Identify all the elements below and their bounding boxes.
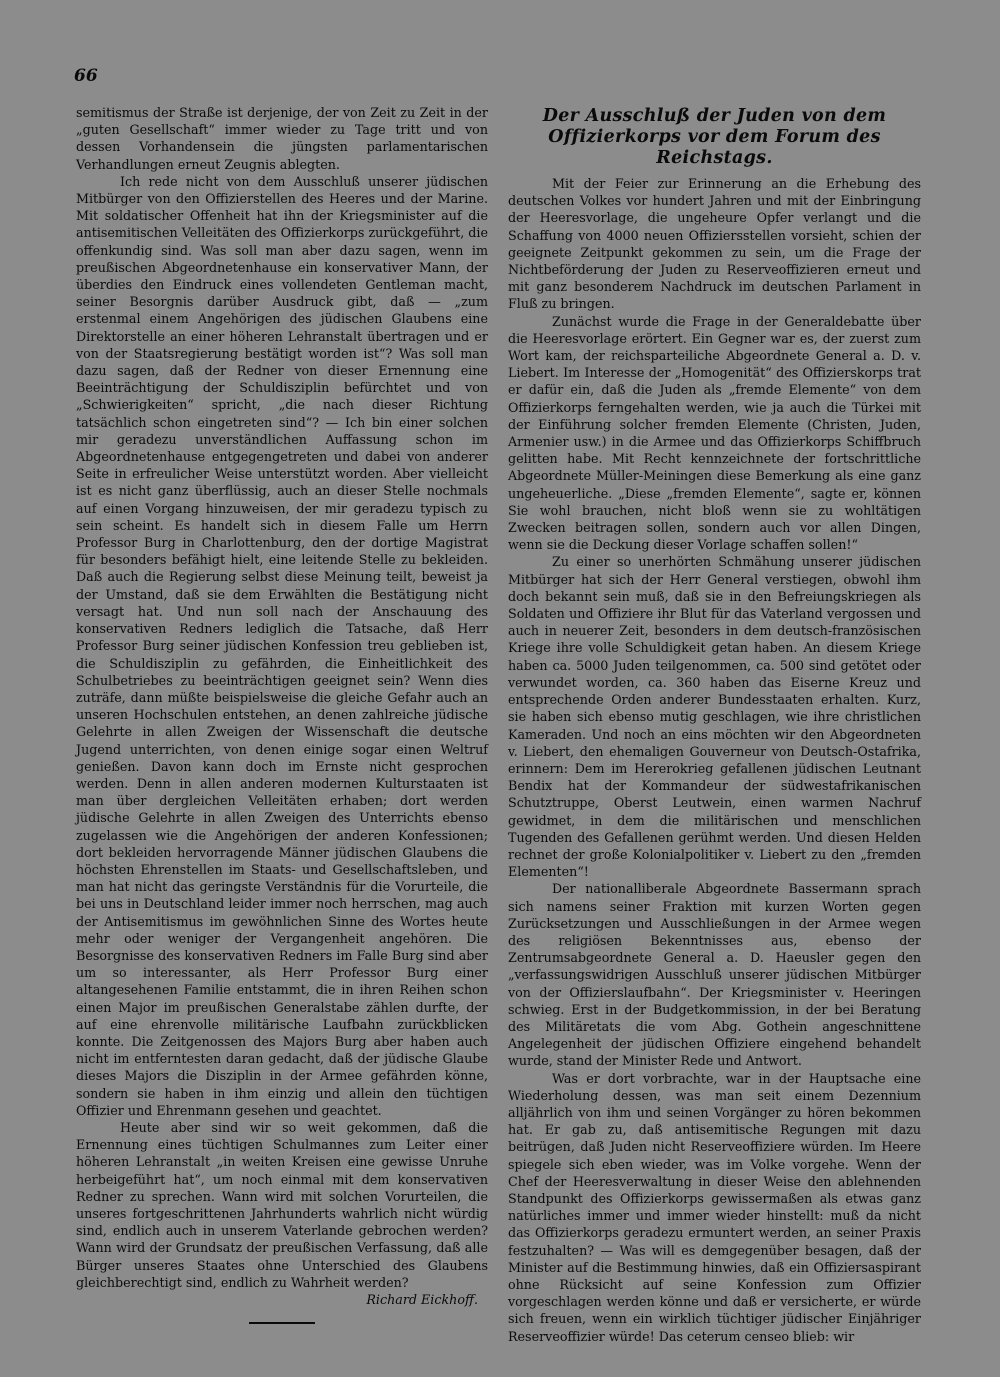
right-paragraph-4: Der nationalliberale Abgeordnete Bassermann sprach sich namens seiner Fraktion mit kurzen Worten gegen Zurücksetzungen und Ausschließungen in der Armee wegen des religiösen Bekenntnisses aus, ebenso der Zentrumsabgeordnete General a. D. Haeusler gegen den „verfassungswidrigen Ausschluß unserer jüdischen Mitbürger von der Offizierslaufbahn“. Der Kriegsminister v. Heeringen schwieg. Erst in der Budgetkommission, in der bei Beratung des Militäretats die vom Abg. Gothein angeschnittene Angelegenheit der jüdischen Offiziere eingehend behandelt wurde, stand der Minister Rede und Antwort. (508, 881, 921, 1069)
left-column (76, 104, 488, 1324)
left-paragraph-2: Ich rede nicht von dem Ausschluß unserer jüdischen Mitbürger von den Offizierstellen des Heeres und der Marine. Mit soldatischer Offenheit hat ihn der Kriegsminister auf die antisemitischen Velleitäten des Offizierkorps zurückgeführt, die offenkundig sind. Was soll man aber dazu sagen, wenn im preußischen Abgeordnetenhause ein konservativer Mann, der überdies den Eindruck eines vollendeten Gentleman macht, seiner Besorgnis darüber Ausdruck gibt, daß — „zum erstenmal einem Angehörigen des jüdischen Glaubens eine Direktorstelle an einer höheren Lehranstalt übertragen und er von der Staatsregierung bestätigt worden ist“? Was soll man dazu sagen, daß der Redner von dieser Ernennung eine Beeinträchtigung der Schuldisziplin befürchtet und von „Schwierigkeiten“ spricht, „die nach dieser Richtung tatsächlich schon eingetreten sind“? — Ich bin einer solchen mir geradezu unverständlichen Auffassung schon im Abgeordnetenhause entgegengetreten und dabei von anderer Seite in erfreulicher Weise unterstützt worden. Aber vielleicht ist es nicht ganz überflüssig, auch an dieser Stelle nochmals auf einen Vorgang hinzuweisen, der mir geradezu typisch zu sein scheint. Es handelt sich in diesem Falle um Herrn Professor Burg in Charlottenburg, den der dortige Magistrat für besonders befähigt hielt, eine leitende Stelle zu bekleiden. Daß auch die Regierung selbst diese Meinung teilt, beweist ja der Umstand, daß sie dem Erwählten die Bestätigung nicht versagt hat. Und nun soll nach der Anschauung des konservativen Redners lediglich die Tatsache, daß Herr Professor Burg seiner jüdischen Konfession treu geblieben ist, die Schuldisziplin zu gefährden, die Einheitlichkeit des Schulbetriebes zu beeinträchtigen geeignet sein? Wenn dies zuträfe, dann müßte beispielsweise die gleiche Gefahr auch an unseren Hochschulen entstehen, an denen zahlreiche jüdische Gelehrte in allen Zweigen der Wissenschaft die deutsche Jugend unterrichten, von denen einige sogar einen Weltruf genießen. Davon kann doch im Ernste nicht gesprochen werden. Denn in allen anderen modernen Kulturstaaten ist man über dergleichen Velleitäten erhaben; dort werden jüdische Gelehrte in allen Zweigen des Unterrichts ebenso zugelassen wie die Angehörigen der anderen Konfessionen; dort bekleiden hervorragende Männer jüdischen Glaubens die höchsten Ehrenstellen im Staats- und Gesellschaftsleben, und man hat nicht das geringste Verständnis für die Vorurteile, die bei uns in Deutschland leider immer noch herrschen, mag auch der Antisemitismus im gewöhnlichen Sinne des Wortes heute mehr oder weniger der Vergangenheit angehören. Die Besorgnisse des konservativen Redners im Falle Burg sind aber um so interessanter, als Herr Professor Burg einer altangesehenen Familie entstammt, die in ihren Reihen schon einen Major im preußischen Generalstabe zählen durfte, der auf eine ehrenvolle militärische Laufbahn zurückblicken konnte. Die Zeitgenossen des Majors Burg aber haben auch nicht im entferntesten daran gedacht, daß der jüdische Glaube dieses Majors die Disziplin in der Armee gefährden könne, sondern sie haben in ihm einzig und allein den tüchtigen Offizier und Ehrenmann gesehen und geachtet. (76, 173, 488, 1118)
right-paragraph-2: Zunächst wurde die Frage in der Generaldebatte über die Heeresvorlage erörtert. Ein Gegner war es, der zuerst zum Wort kam, der reichsparteiliche Abgeordnete General a. D. v. Liebert. Im Interesse der „Homogenität“ des Offizierskorps trat er dafür ein, daß die Juden als „fremde Elemente“ von dem Offizierkorps ferngehalten werden, wie ja auch die Türkei mit der Einführung solcher fremden Elemente (Christen, Juden, Armenier usw.) in die Armee und das Offizierkorps Schiffbruch gelitten habe. Mit Recht kennzeichnete der fortschrittliche Abgeordnete Müller-Meiningen diese Bemerkung als eine ganz ungeheuerliche. „Diese „fremden Elemente“, sagte er, können Sie wohl brauchen, nicht bloß wenn sie zu wohltätigen Zwecken beitragen sollen, sondern auch vor allen Dingen, wenn sie die Deckung dieser Vorlage schaffen sollen!“ (508, 313, 921, 553)
right-column (508, 106, 921, 1345)
right-paragraph-1: Mit der Feier zur Erinnerung an die Erhebung des deutschen Volkes vor hundert Jahren und mit der Einbringung der Heeresvorlage, die ungeheure Opfer verlangt und die Schaffung von 4000 neuen Offiziersstellen vorsieht, schien der geeignete Zeitpunkt gekommen zu sein, um die Frage der Nichtbeförderung der Juden zu Reserveoffizieren erneut und mit ganz besonderem Nachdruck im deutschen Parlament in Fluß zu bringen. (508, 176, 921, 312)
article-title: Der Ausschluß der Juden von dem Offizierkorps vor dem Forum des Reichstags. (542, 106, 887, 168)
end-rule (249, 1322, 315, 1324)
left-paragraph-3: Heute aber sind wir so weit gekommen, daß die Ernennung eines tüchtigen Schulmannes zum Leiter einer höheren Lehranstalt „in weiten Kreisen eine gewisse Unruhe herbeigeführt hat“, um noch einmal mit dem konservativen Redner zu sprechen. Wann wird mit solchen Vorurteilen, die unseres fortgeschrittenen Jahrhunderts wahrlich nicht würdig sind, endlich auch in unserem Vaterlande gebrochen werden? Wann wird der Grundsatz der preußischen Verfassung, daß alle Bürger unseres Staates ohne Unterschied des Glaubens gleichberechtigt sind, endlich zu Wahrheit werden? (76, 1119, 488, 1290)
right-paragraph-5: Was er dort vorbrachte, war in der Hauptsache eine Wiederholung dessen, was man seit einem Dezennium alljährlich von ihm und seinen Vorgänger zu hören bekommen hat. Er gab zu, daß antisemitische Regungen mit dazu beitrügen, daß Juden nicht Reserveoffiziere würden. Im Heere spiegele sich eben wieder, was im Volke vorgehe. Wenn der Chef der Heeresverwaltung in dieser Weise den ablehnenden Standpunkt des Offizierkorps gewissermaßen als etwas ganz natürliches immer und immer wieder hinstellt: muß da nicht das Offizierkorps geradezu ermuntert werden, an seiner Praxis festzuhalten? — Was will es demgegenüber besagen, daß der Minister auf die Bestimmung hinwies, daß ein Offiziersaspirant ohne Rücksicht auf seine Konfession zum Offizier vorgeschlagen werden könne und daß er versicherte, er würde sich freuen, wenn ein wirklich tüchtiger jüdischer Einjähriger Reserveoffizier würde! Das ceterum censeo blieb: wir (508, 1070, 921, 1344)
page-number: 66 (74, 66, 98, 86)
left-paragraph-1: semitismus der Straße ist derjenige, der von Zeit zu Zeit in der „guten Gesellschaft“ immer wieder zu Tage tritt und von dessen Vorhandensein die jüngsten parlamentarischen Verhandlungen erneut Zeugnis ablegten. (76, 105, 488, 172)
right-paragraph-3: Zu einer so unerhörten Schmähung unserer jüdischen Mitbürger hat sich der Herr General verstiegen, obwohl ihm doch bekannt sein muß, daß sie in den Befreiungskriegen als Soldaten und Offiziere ihr Blut für das Vaterland vergossen und auch in neuerer Zeit, besonders in dem deutsch-französischen Kriege ihre volle Schuldigkeit getan haben. An diesem Kriege haben ca. 5000 Juden teilgenommen, ca. 500 sind getötet oder verwundet worden, ca. 360 haben das Eiserne Kreuz und entsprechende Orden anderer Bundesstaaten erhalten. Kurz, sie haben sich ebenso mutig geschlagen, wie ihre christlichen Kameraden. Und noch an eins möchten wir den Abgeordneten v. Liebert, den ehemaligen Gouverneur von Deutsch-Ostafrika, erinnern: Dem im Hererokrieg gefallenen jüdischen Leutnant Bendix hat der Kommandeur der südwestafrikanischen Schutztruppe, Oberst Leutwein, einen warmen Nachruf gewidmet, in dem die militärischen und menschlichen Tugenden des Gefallenen gerühmt werden. Und diesen Helden rechnet der große Kolonialpolitiker v. Liebert zu den „fremden Elementen“! (508, 554, 921, 880)
author-signature: Richard Eickhoff. (366, 1292, 478, 1308)
